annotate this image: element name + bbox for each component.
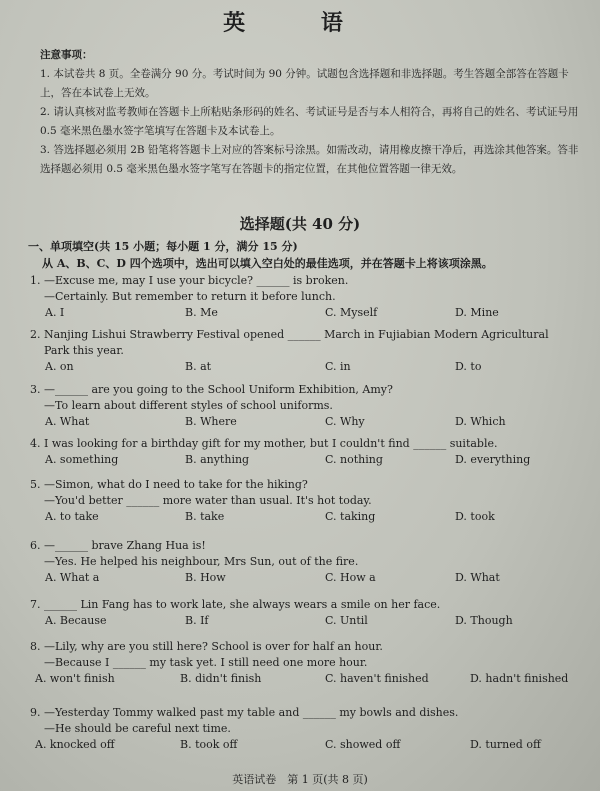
- option-d: D. turned off: [470, 738, 541, 751]
- option-c: C. showed off: [325, 738, 401, 751]
- option-a: A. won't finish: [35, 672, 115, 685]
- question-text: —He should be careful next time.: [44, 722, 231, 735]
- notes-item: 2. 请认真核对监考教师在答题卡上所粘贴条形码的姓名、考试证号是否与本人相符合，再将自己的姓名、考试证号用 0.5 毫米黑色墨水签字笔填写在答题卡及本试卷上。: [40, 106, 579, 137]
- question-text: —Yes. He helped his neighbour, Mrs Sun, out of the fire.: [44, 555, 359, 568]
- options-row: [30, 305, 585, 321]
- option-b: B. anything: [185, 453, 250, 466]
- question-9: [30, 705, 585, 753]
- option-c: C. Myself: [325, 306, 378, 319]
- option-b: B. take: [185, 510, 225, 523]
- notes-block: [40, 46, 580, 179]
- question-4: [30, 436, 585, 468]
- page-footer: 英语试卷 第 1 页(共 8 页): [232, 773, 368, 786]
- option-b: B. If: [185, 614, 209, 627]
- question-text: 3. —______ are you going to the School Uniform Exhibition, Amy?: [30, 383, 393, 396]
- question-text: —Certainly. But remember to return it before lunch.: [44, 290, 336, 303]
- option-b: B. took off: [180, 738, 238, 751]
- section-title: 选择题(共 40 分): [239, 215, 361, 233]
- page-title: 英 语: [223, 10, 377, 36]
- option-a: A. What a: [45, 571, 100, 584]
- question-text: 7. ______ Lin Fang has to work late, she always wears a smile on her face.: [30, 598, 441, 611]
- part-heading: 一、单项填空(共 15 小题；每小题 1 分，满分 15 分): [28, 240, 298, 253]
- option-d: D. to: [455, 360, 482, 373]
- option-b: B. at: [185, 360, 212, 373]
- options-row: [30, 671, 585, 687]
- option-d: D. took: [455, 510, 495, 523]
- option-b: B. Where: [185, 415, 237, 428]
- notes-item: 1. 本试卷共 8 页。全卷满分 90 分。考试时间为 90 分钟。试题包含选择题和非选择题。考生答题全部答在答题卡上，答在本试卷上无效。: [40, 68, 569, 99]
- question-text: 8. —Lily, why are you still here? School is over for half an hour.: [30, 640, 383, 653]
- option-b: B. How: [185, 571, 226, 584]
- question-text: —To learn about different styles of school uniforms.: [44, 399, 333, 412]
- question-text: 1. —Excuse me, may I use your bicycle? ______ is broken.: [30, 274, 349, 287]
- question-2: [30, 327, 585, 375]
- option-d: D. everything: [455, 453, 531, 466]
- option-a: A. What: [45, 415, 90, 428]
- option-c: C. nothing: [325, 453, 383, 466]
- option-c: C. Until: [325, 614, 368, 627]
- option-c: C. How a: [325, 571, 376, 584]
- option-c: C. haven't finished: [325, 672, 429, 685]
- question-5: [30, 477, 585, 525]
- options-row: [30, 359, 585, 375]
- question-text: —Because I ______ my task yet. I still need one more hour.: [44, 656, 368, 669]
- option-a: A. knocked off: [35, 738, 115, 751]
- question-6: [30, 538, 585, 586]
- question-text: Park this year.: [44, 344, 124, 357]
- notes-heading: 注意事项：: [40, 49, 93, 61]
- option-c: C. in: [325, 360, 351, 373]
- question-text: 5. —Simon, what do I need to take for the hiking?: [30, 478, 308, 491]
- part-heading-block: [28, 238, 588, 272]
- option-d: D. Which: [455, 415, 506, 428]
- option-a: A. to take: [45, 510, 99, 523]
- options-row: [30, 737, 585, 753]
- question-text: 2. Nanjing Lishui Strawberry Festival opened ______ March in Fujiabian Modern Agricultural: [30, 328, 549, 341]
- option-b: B. Me: [185, 306, 218, 319]
- options-row: [30, 414, 585, 430]
- part-instruction: 从 A、B、C、D 四个选项中，选出可以填入空白处的最佳选项，并在答题卡上将该项涂黑。: [42, 257, 493, 270]
- option-b: B. didn't finish: [180, 672, 262, 685]
- options-row: [30, 509, 585, 525]
- question-text: 9. —Yesterday Tommy walked past my table and ______ my bowls and dishes.: [30, 706, 459, 719]
- question-1: [30, 273, 585, 321]
- option-a: A. something: [45, 453, 119, 466]
- question-7: [30, 597, 585, 629]
- options-row: [30, 452, 585, 468]
- option-d: D. hadn't finished: [470, 672, 569, 685]
- option-a: A. I: [45, 306, 65, 319]
- option-a: A. Because: [45, 614, 107, 627]
- options-row: [30, 570, 585, 586]
- question-3: [30, 382, 585, 430]
- question-text: 6. —______ brave Zhang Hua is!: [30, 539, 206, 552]
- option-d: D. Mine: [455, 306, 499, 319]
- option-d: D. What: [455, 571, 500, 584]
- option-c: C. taking: [325, 510, 376, 523]
- option-a: A. on: [45, 360, 74, 373]
- option-d: D. Though: [455, 614, 513, 627]
- question-text: 4. I was looking for a birthday gift for my mother, but I couldn't find ______ suitable.: [30, 437, 498, 450]
- option-c: C. Why: [325, 415, 365, 428]
- question-text: —You'd better ______ more water than usual. It's hot today.: [44, 494, 372, 507]
- options-row: [30, 613, 585, 629]
- question-8: [30, 639, 585, 687]
- notes-item: 3. 答选择题必须用 2B 铅笔将答题卡上对应的答案标号涂黑。如需改动，请用橡皮擦干净后，再选涂其他答案。答非选择题必须用 0.5 毫米黑色墨水签字笔写在答题卡的指定位置，在其他位置答题一律无效。: [40, 144, 579, 175]
